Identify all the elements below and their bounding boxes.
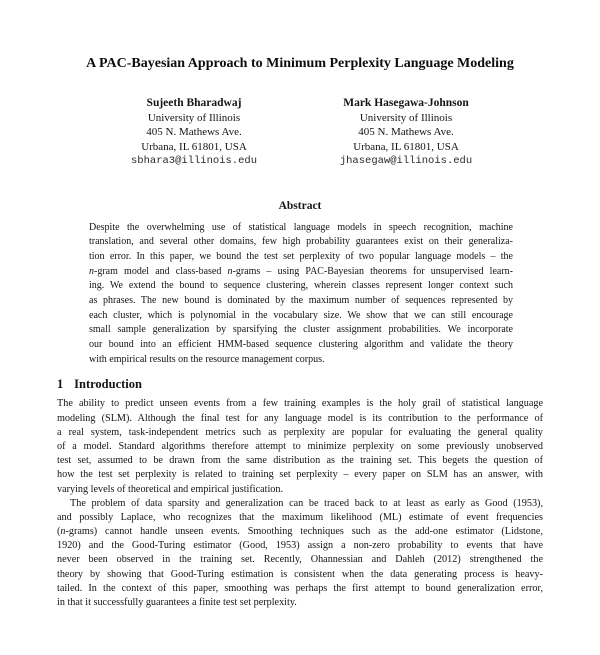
text-line: The problem of data sparsity and generalization can be traced back to at least as early as Good (1953),: [70, 497, 543, 509]
author-affiliation-line: 405 N. Mathews Ave.: [146, 126, 242, 138]
author-name: Mark Hasegawa-Johnson: [343, 97, 469, 109]
authors-row: [88, 96, 512, 169]
text-line: of a model. Standard algorithms therefore attempt to minimize perplexity on some previously unobserved: [57, 440, 543, 452]
text-line: The ability to predict unseen events from a few training examples is the holy grail of statistical language: [57, 398, 543, 410]
text-line: modeling (SLM). Although the final test for any language model is its contribution to the performance of: [57, 412, 543, 424]
section-title: Introduction: [74, 377, 142, 392]
author-block: [300, 96, 512, 169]
author-email: jhasegaw@illinois.edu: [339, 155, 473, 167]
paragraph: [57, 397, 543, 496]
section-heading: [57, 377, 600, 392]
text-line: how the test set perplexity is related to training set perplexity – every paper on SLM has an answer, with: [57, 469, 543, 481]
text-line: our bound into an efficient HMM-based sequence clustering algorithm and validate the theory: [89, 339, 513, 350]
author-affiliation-line: Urbana, IL 61801, USA: [353, 140, 459, 153]
text-line: with empirical results on the resource management corpus.: [89, 353, 325, 365]
text-line: Despite the overwhelming use of statistical language models in speech recognition, machine: [89, 221, 513, 233]
author-name: Sujeeth Bharadwaj: [146, 97, 242, 109]
text-line: never been observed in the training set. Recently, Ohannessian and Dahleh (2012) strengthened the: [57, 554, 543, 566]
text-line: ing. We extend the bound to sequence clustering, wherein classes represent longer context such: [89, 280, 513, 292]
abstract-text: [89, 221, 513, 368]
author-affiliation-line: University of Illinois: [147, 111, 241, 124]
paper-page: [0, 55, 600, 655]
text-line: tailed. In the context of this paper, smoothing was perhaps the first attempt to bound generalization error,: [57, 582, 543, 594]
paragraph: [57, 497, 543, 611]
text-line: a real system, task-independent metrics such as perplexity are popular for evaluating the general quality: [57, 426, 543, 438]
text-line: 1920) and the Good-Turing estimator (Good, 1953) assign a non-zero probability to events that have: [57, 540, 543, 552]
author-affiliation-line: University of Illinois: [359, 111, 453, 124]
text-line: (n-grams) cannot handle unseen events. Smoothing techniques such as the add-one estimator (Lidstone,: [57, 526, 543, 538]
author-affiliation-line: Urbana, IL 61801, USA: [141, 140, 247, 153]
author-email: sbhara3@illinois.edu: [130, 155, 258, 167]
abstract-heading: Abstract: [278, 199, 322, 212]
paper-title: A PAC-Bayesian Approach to Minimum Perplexity Language Modeling: [86, 56, 514, 71]
text-line: theory by showing that Good-Turing estimation is consistent when the data generating process is heavy-: [57, 568, 543, 580]
text-line: small sample generalization by sparsifying the cluster assignment probabilities. We incorporate: [89, 324, 513, 336]
text-line: in that it successfully guarantees a finite test set perplexity.: [57, 597, 297, 608]
text-line: tion error. In this paper, we bound the test set perplexity of two popular language models – the: [89, 250, 513, 262]
author-affiliation-line: 405 N. Mathews Ave.: [358, 126, 454, 138]
text-line: and possibly Laplace, who recognizes that the maximum likelihood (ML) estimate of event frequencies: [57, 511, 543, 523]
section-number: 1: [57, 377, 64, 392]
text-line: each cluster, which is polynomial in the vocabulary size. We show that we can still encourage: [89, 309, 513, 321]
text-line: varying levels of theoretical and empirical justification.: [57, 483, 284, 495]
text-line: test set, assumed to be drawn from the same distribution as the training set. This begets the question of: [57, 455, 543, 467]
author-block: [88, 96, 300, 169]
text-line: n-gram model and class-based n-grams – using PAC-Bayesian theorems for unsupervised learn-: [89, 265, 513, 277]
text-line: translation, and several other domains, few high probability guarantees exist on their generaliza-: [89, 236, 513, 248]
text-line: as phrases. The new bound is dominated by the maximum number of sequences represented by: [89, 294, 513, 306]
